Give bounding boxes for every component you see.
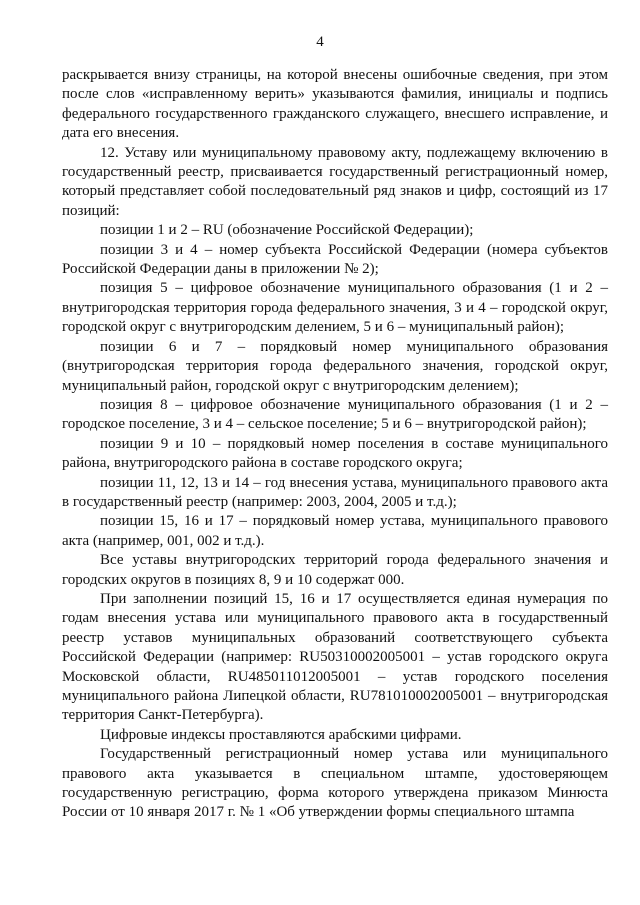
document-body [62, 66, 608, 823]
paragraph-positions-9-10: позиции 9 и 10 – порядковый номер поселения в составе муниципального района, внутригородского района в составе городского округа; [62, 435, 608, 472]
paragraph-position-5: позиция 5 – цифровое обозначение муниципального образования (1 и 2 – внутригородская территория города федерального значения, 3 и 4 – городской округ, городской округ с внутригородским делением, 5 и 6 – муниципальный район); [62, 280, 608, 336]
paragraph-all-charters: Все уставы внутригородских территорий города федерального значения и городских округов в позициях 8, 9 и 10 содержат 000. [62, 552, 608, 588]
paragraph-positions-15-17: позиции 15, 16 и 17 – порядковый номер устава, муниципального правового акта (например, 001, 002 и т.д.). [62, 513, 608, 549]
paragraph-positions-11-14: позиции 11, 12, 13 и 14 – год внесения устава, муниципального правового акта в государственный реестр (например: 2003, 2004, 2005 и т.д.); [62, 474, 608, 510]
paragraph-registration-stamp: Государственный регистрационный номер устава или муниципального правового акта указывается в специальном штампе, удостоверяющем государственную регистрацию, форма которого утверждена приказом Минюста России от 10 января 2017 г. № 1 «Об утверждении формы специального штампа [62, 746, 608, 821]
paragraph-item-12: 12. Уставу или муниципальному правовому акту, подлежащему включению в государственный реестр, присваивается государственный регистрационный номер, который представляет собой последовательный ряд знаков и цифр, состоящий из 17 позиций: [62, 144, 608, 219]
paragraph-positions-3-4: позиции 3 и 4 – номер субъекта Российской Федерации (номера субъектов Российской Федерации даны в приложении № 2); [62, 241, 608, 278]
paragraph-digit-indexes: Цифровые индексы проставляются арабскими цифрами. [100, 726, 462, 743]
paragraph-positions-1-2: позиции 1 и 2 – RU (обозначение Российской Федерации); [100, 222, 474, 239]
paragraph-continuation: раскрывается внизу страницы, на которой внесены ошибочные сведения, при этом после слов «исправленному верить» указываются фамилия, инициалы и подпись федерального государственного гражданского служащего, внесшего исправление, и дата его внесения. [62, 67, 608, 142]
page-number: 4 [316, 34, 324, 50]
paragraph-position-8: позиция 8 – цифровое обозначение муниципального образования (1 и 2 – городское поселение, 3 и 4 – сельское поселение; 5 и 6 – внутригородской район); [62, 396, 608, 433]
paragraph-positions-6-7: позиции 6 и 7 – порядковый номер муниципального образования (внутригородская территория города федерального значения, городской округ, муниципальный район, городской округ с внутригородским делением); [62, 338, 608, 394]
paragraph-numbering: При заполнении позиций 15, 16 и 17 осуществляется единая нумерация по годам внесения устава или муниципального правового акта в государственный реестр уставов муниципальных образований соответствующего субъекта Российской Федерации (например: RU50310002005001 – устав городского округа Московской области, RU485011012005001 – устав городского поселения муниципального района Липецкой области, RU781010002005001 – внутригородская территория Санкт-Петербурга). [62, 590, 608, 724]
